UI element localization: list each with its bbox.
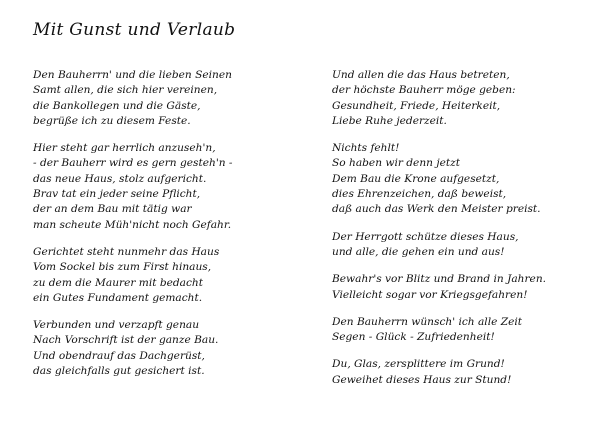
verse-line: Gerichtet steht nunmehr das Haus: [33, 245, 220, 258]
verse-line: Und obendrauf das Dachgerüst,: [33, 349, 205, 362]
stanza: [332, 315, 602, 346]
stanza: [332, 272, 602, 303]
verse-line: begrüße ich zu diesem Feste.: [33, 114, 191, 127]
verse-line: Den Bauherrn' und die lieben Seinen: [33, 69, 232, 81]
verse-line: Liebe Ruhe jederzeit.: [332, 114, 447, 127]
stanza: [33, 68, 293, 129]
verse-line: das gleichfalls gut gesichert ist.: [33, 365, 205, 378]
verse-line: Dem Bau die Krone aufgesetzt,: [332, 172, 500, 185]
verse-line: Du, Glas, zersplittere im Grund!: [332, 358, 505, 371]
verse-line: Samt allen, die sich hier vereinen,: [33, 84, 218, 97]
verse-line: daß auch das Werk den Meister preist.: [332, 203, 541, 216]
verse-line: Nach Vorschrift ist der ganze Bau.: [33, 334, 219, 347]
stanza: [332, 141, 602, 217]
verse-line: man scheute Müh'nicht noch Gefahr.: [33, 218, 232, 231]
verse-line: Bewahr's vor Blitz und Brand in Jahren.: [332, 273, 547, 286]
verse-line: zu dem die Maurer mit bedacht: [33, 276, 204, 289]
verse-line: - der Bauherr wird es gern gesteh'n -: [33, 157, 233, 170]
stanza: [332, 357, 602, 388]
verse-line: So haben wir denn jetzt: [332, 157, 460, 170]
verse-line: der an dem Bau mit tätig war: [33, 203, 192, 216]
verse-line: Und allen die das Haus betreten,: [332, 69, 510, 81]
stanza: [33, 141, 293, 233]
verse-line: das neue Haus, stolz aufgericht.: [33, 172, 207, 185]
verse-line: dies Ehrenzeichen, daß beweist,: [332, 188, 507, 201]
verse-line: Verbunden und verzapft genau: [33, 319, 200, 332]
left-column: [33, 68, 293, 391]
verse-line: Vielleicht sogar vor Kriegsgefahren!: [332, 288, 528, 301]
verse-line: Der Herrgott schütze dieses Haus,: [332, 230, 519, 243]
verse-line: ein Gutes Fundament gemacht.: [33, 291, 203, 304]
verse-line: Nichts fehlt!: [332, 142, 400, 155]
verse-line: Gesundheit, Friede, Heiterkeit,: [332, 99, 501, 112]
verse-line: der höchste Bauherr möge geben:: [332, 84, 516, 97]
verse-line: Vom Sockel bis zum First hinaus,: [33, 261, 212, 274]
verse-line: Segen - Glück - Zufriedenheit!: [332, 331, 495, 344]
poem-title: Mit Gunst und Verlaub: [33, 20, 236, 40]
stanza: [332, 230, 602, 261]
verse-line: Geweihet dieses Haus zur Stund!: [332, 373, 512, 386]
stanza: [33, 318, 293, 379]
verse-line: Den Bauherrn wünsch' ich alle Zeit: [332, 315, 522, 328]
verse-line: Hier steht gar herrlich anzuseh'n,: [33, 142, 216, 155]
right-column: [332, 68, 602, 400]
verse-line: Brav tat ein jeder seine Pflicht,: [33, 188, 201, 201]
verse-line: die Bankollegen und die Gäste,: [33, 99, 201, 112]
verse-line: und alle, die gehen ein und aus!: [332, 245, 505, 258]
stanza: [332, 68, 602, 129]
stanza: [33, 245, 293, 306]
